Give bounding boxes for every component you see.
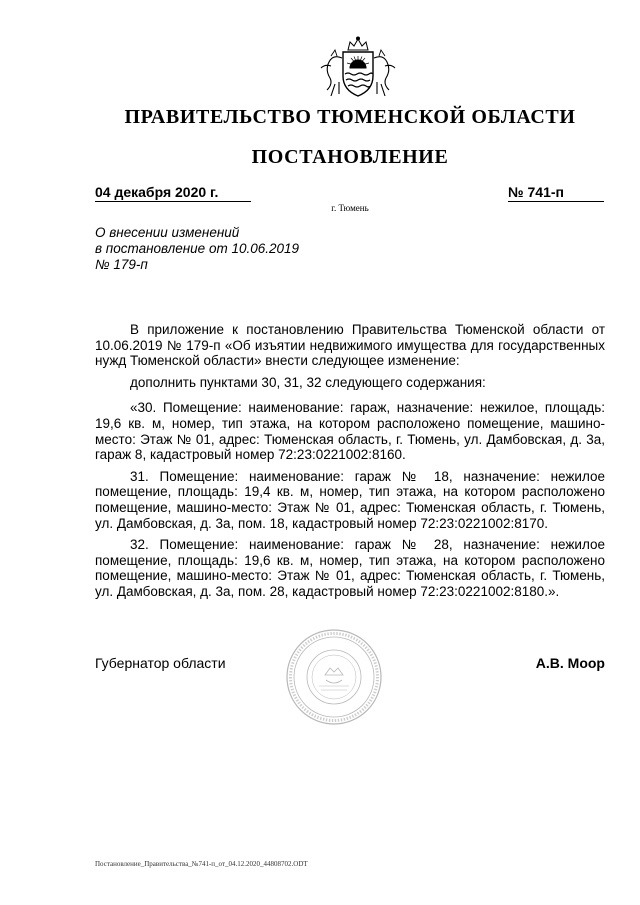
body-paragraph: В приложение к постановлению Правительства Тюменской области от 10.06.2019 № 179-п «Об изъятии недвижимого имущества для государственных нужд Тюменской области» внести следующее изменение: bbox=[95, 322, 605, 369]
document-body bbox=[95, 322, 605, 606]
subject-line: № 179-п bbox=[95, 257, 148, 272]
body-paragraph: 31. Помещение: наименование: гараж № 18, назначение: нежилое помещение, площадь: 19,4 кв. м, номер, тип этажа, на котором расположено помещение, машино-место: Этаж № 01, адрес: Тюменская область, г. Тюмень, ул. Дамбовская, д. 3а, пом. 18, кадастровый номер 72:23:0221002:8170. bbox=[95, 468, 605, 531]
document-number: № 741-п bbox=[508, 184, 604, 202]
tyumen-coat-of-arms-icon bbox=[313, 36, 403, 102]
footer-filename: Постановление_Правительства_№741-п_от_04.12.2020_44808702.ODT bbox=[95, 860, 308, 868]
document-date: 04 декабря 2020 г. bbox=[95, 184, 251, 202]
organization-title: ПРАВИТЕЛЬСТВО ТЮМЕНСКОЙ ОБЛАСТИ bbox=[124, 106, 576, 128]
document-subject bbox=[95, 225, 299, 273]
signatory-title: Губернатор области bbox=[95, 655, 226, 671]
document-city: г. Тюмень bbox=[331, 203, 369, 213]
body-paragraph: «30. Помещение: наименование: гараж, назначение: нежилое, площадь: 19,6 кв. м, номер, тип этажа, на котором расположено помещение, машино-место: Этаж № 01, адрес: Тюменская область, г. Тюмень, ул. Дамбовская, д. 3а, гараж 8, кадастровый номер 72:23:0221002:8160. bbox=[95, 400, 605, 463]
subject-line: в постановление от 10.06.2019 bbox=[95, 241, 300, 256]
body-paragraph: дополнить пунктами 30, 31, 32 следующего содержания: bbox=[130, 374, 486, 390]
subject-line: О внесении изменений bbox=[95, 225, 240, 240]
document-type: ПОСТАНОВЛЕНИЕ bbox=[251, 146, 449, 168]
body-paragraph: 32. Помещение: наименование: гараж № 28, назначение: нежилое помещение, площадь: 19,6 кв. м, номер, тип этажа, на котором расположено помещение, машино-место: Этаж № 01, адрес: Тюменская область, г. Тюмень, ул. Дамбовская, д. 3а, пом. 28, кадастровый номер 72:23:0221002:8180.». bbox=[95, 537, 605, 599]
official-seal-icon bbox=[285, 628, 383, 726]
signatory-name: А.В. Моор bbox=[535, 655, 605, 671]
